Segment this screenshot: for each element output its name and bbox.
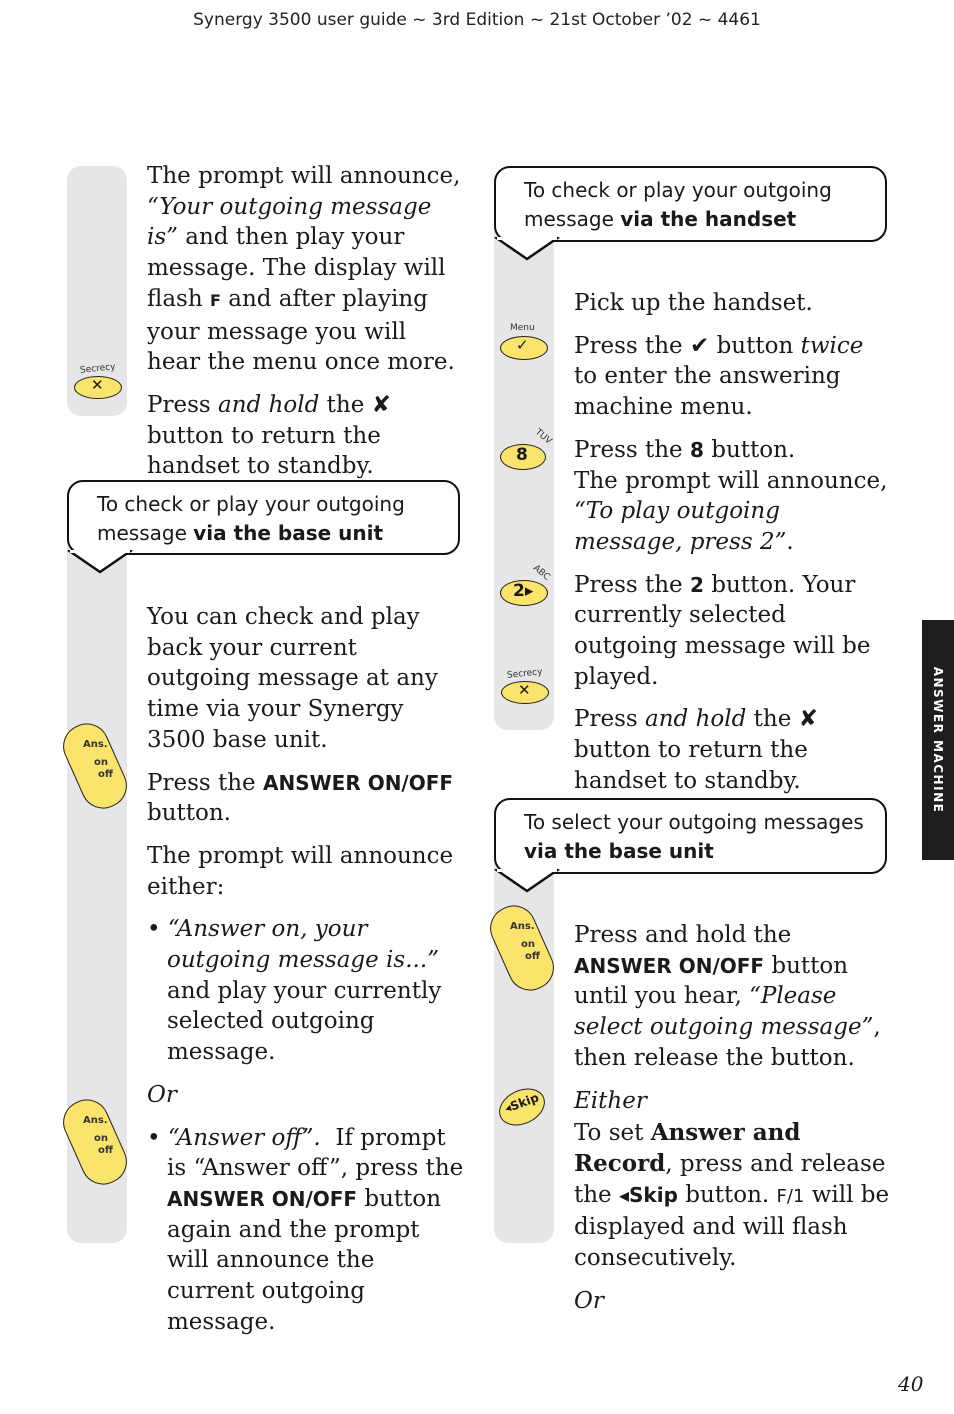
callout-line: To select your outgoing messages bbox=[524, 810, 864, 834]
callout-line: To check or play your outgoing bbox=[524, 178, 832, 202]
callout-line: To check or play your outgoing bbox=[97, 492, 405, 516]
callout-line: via the base unit bbox=[524, 839, 714, 863]
left-body-text bbox=[147, 602, 465, 1349]
callout-base-unit bbox=[67, 480, 460, 555]
callout-line: message via the base unit bbox=[97, 521, 384, 545]
callout-select-messages bbox=[494, 798, 887, 874]
right-bottom-strip bbox=[494, 840, 554, 1243]
step-standby: Press and hold the ✘ button to return the handset to standby. bbox=[574, 706, 818, 794]
callout-tail bbox=[493, 869, 563, 895]
menu-button-icon: Menu ✓ bbox=[500, 323, 552, 363]
press-answer-paragraph: Press the ANSWER ON/OFF button. bbox=[147, 769, 454, 827]
step-press-8: Press the 8 button. The prompt will announce, “To play outgoing message, press 2”. bbox=[574, 436, 888, 555]
menu-tick-icon: ✓ bbox=[516, 336, 529, 354]
answer-on-off-icon: Ans. on off bbox=[72, 1098, 122, 1186]
secrecy-x-icon: ✕ bbox=[518, 681, 531, 699]
step-press-2: Press the 2 button. Your currently selected outgoing message will be played. bbox=[574, 571, 871, 690]
running-header: Synergy 3500 user guide ~ 3rd Edition ~ 21st October ’02 ~ 4461 bbox=[193, 10, 761, 30]
right-lower-text bbox=[574, 920, 892, 1328]
answer-record-paragraph: To set Answer and Record, press and release the ◂Skip button. F/1 will be displayed and will flash consecutively. bbox=[574, 1119, 890, 1272]
either-label: Either bbox=[574, 1087, 647, 1114]
display-flash-glyph: F bbox=[209, 290, 221, 310]
answer-on-off-icon: Ans. on off bbox=[72, 722, 122, 810]
callout-handset bbox=[494, 166, 887, 242]
intro-paragraph: You can check and play back your current outgoing message at any time via your Synergy 3500 base unit. bbox=[147, 604, 438, 753]
answer-on-off-icon: Ans. on off bbox=[499, 904, 549, 992]
bullet-answer-on: • “Answer on, your outgoing message is...” and play your currently selected outgoing message. bbox=[147, 916, 442, 1066]
skip-glyph: ◂Skip bbox=[618, 1182, 678, 1207]
callout-tail bbox=[493, 237, 563, 263]
or-label: Or bbox=[574, 1287, 604, 1314]
cancel-x-glyph: ✘ bbox=[371, 391, 391, 418]
page-number: 40 bbox=[898, 1372, 924, 1396]
key-2-icon: ABC 2▸ bbox=[498, 566, 554, 610]
right-steps-text bbox=[574, 288, 892, 809]
left-top-text bbox=[147, 161, 465, 494]
secrecy-button-icon: Secrecy ✕ bbox=[501, 669, 553, 707]
tick-glyph: ✔ bbox=[689, 332, 710, 359]
prompt-paragraph: The prompt will announce, “Your outgoing message is” and then play your message. The display will flash F and after playing your message you will hear the menu once more. bbox=[147, 163, 461, 376]
display-f1-glyph: F/1 bbox=[776, 1185, 805, 1207]
step-pickup: Pick up the handset. bbox=[574, 290, 813, 316]
section-side-tab: ANSWER MACHINE bbox=[922, 620, 954, 860]
announce-paragraph: The prompt will announce either: bbox=[147, 842, 454, 900]
or-label: Or bbox=[147, 1081, 177, 1108]
step-menu: Press the ✔ button twice to enter the answering machine menu. bbox=[574, 332, 864, 421]
cancel-x-glyph: ✘ bbox=[798, 706, 818, 733]
standby-paragraph: Press and hold the ✘ button to return the handset to standby. bbox=[147, 391, 391, 480]
callout-tail bbox=[66, 550, 136, 576]
secrecy-x-icon: ✕ bbox=[91, 376, 104, 394]
key-8-icon: TUV 8 bbox=[498, 430, 554, 474]
hold-answer-paragraph: Press and hold the ANSWER ON/OFF button until you hear, “Please select outgoing message”, then release the button. bbox=[574, 922, 881, 1071]
bullet-answer-off: • “Answer off”. If prompt is “Answer off”, press the ANSWER ON/OFF button again and the prompt will announce the current outgoing message. bbox=[147, 1124, 464, 1335]
secrecy-label: Secrecy bbox=[79, 362, 116, 376]
skip-button-icon: ◂Skip bbox=[498, 1086, 550, 1126]
callout-line: message via the handset bbox=[524, 207, 797, 231]
secrecy-button-icon bbox=[74, 364, 126, 402]
